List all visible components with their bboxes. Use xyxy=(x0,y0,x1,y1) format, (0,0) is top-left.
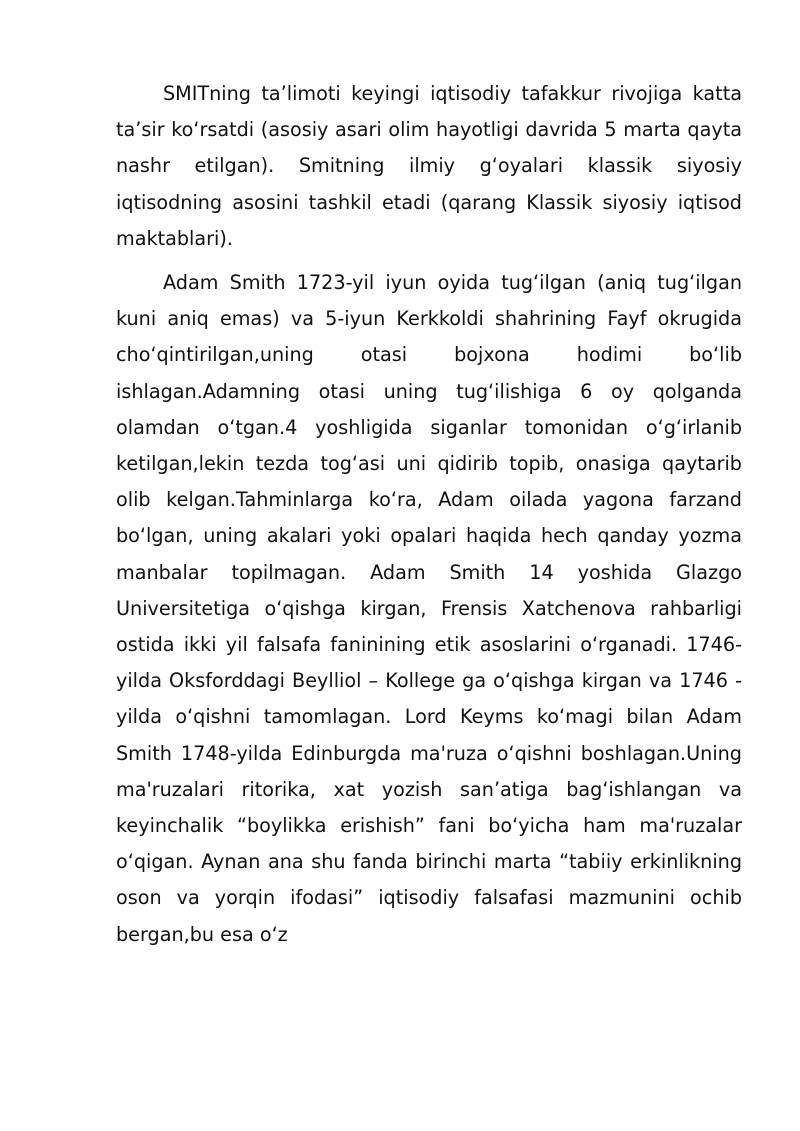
paragraph-adam-smith-biography: Adam Smith 1723-yil iyun oyida tug‘ilgan (aniq tug‘ilgan kuni aniq emas) va 5-iyun Kerkkoldi shahrining Fayf okrugida cho‘qintirilgan,uning otasi bojxona hodimi bo‘lib ishlagan.Adamning otasi uning tug‘ilishiga 6 oy qolganda olamdan o‘tgan.4 yoshligida siganlar tomonidan o‘g‘irlanib ketilgan,lekin tezda tog‘asi uni qidirib topib, onasiga qaytarib olib kelgan.Tahminlarga ko‘ra, Adam oilada yagona farzand bo‘lgan, uning akalari yoki opalari haqida hech qanday yozma manbalar topilmagan. Adam Smith 14 yoshida Glazgo Universitetiga o‘qishga kirgan, Frensis Xatchenova rahbarligi ostida ikki yil falsafa faninining etik asoslarini o‘rganadi. 1746-yilda Oksforddagi Beylliol – Kollege ga o‘qishga kirgan va 1746 -yilda o‘qishni tamomlagan. Lord Keyms ko‘magi bilan Adam Smith 1748-yilda Edinburgda ma'ruza o‘qishni boshlagan.Uning ma'ruzalari ritorika, xat yozish san’atiga bag‘ishlangan va keyinchalik “boylikka erishish” fani bo‘yicha ham ma'ruzalar o‘qigan. Aynan ana shu fanda birinchi marta “tabiiy erkinlikning oson va yorqin ifodasi” iqtisodiy falsafasi mazmunini ochib bergan,bu esa o‘z xyxy=(116,271,742,946)
paragraph-smith-teaching: SMITning ta’limoti keyingi iqtisodiy tafakkur rivojiga katta ta’sir ko‘rsatdi (asosiy asari olim hayotligi davrida 5 marta qayta nashr etilgan). Smitning ilmiy g‘oyalari klassik siyosiy iqtisodning asosini tashkil etadi (qarang Klassik siyosiy iqtisod maktablari). xyxy=(116,82,742,250)
document-page xyxy=(116,76,742,953)
